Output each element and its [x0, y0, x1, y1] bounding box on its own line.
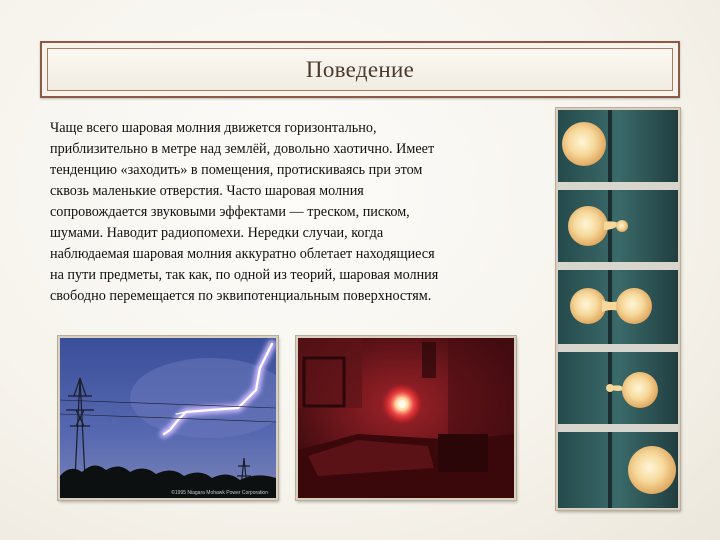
body-text	[50, 118, 540, 307]
body-line: на пути предметы, так как, по одной из теорий, шаровая молния	[50, 267, 439, 283]
body-line: шумами. Наводит радиопомехи. Нередки случаи, когда	[50, 225, 384, 241]
title-frame	[40, 41, 680, 98]
room-image	[298, 338, 514, 498]
title-inner-frame	[47, 48, 673, 91]
lightning-image	[60, 338, 276, 498]
sequence-image	[558, 110, 678, 508]
lightning-photo	[58, 336, 278, 500]
body-line: сопровождается звуковыми эффектами — треском, писком,	[50, 204, 410, 220]
body-line: сквозь маленькие отверстия. Часто шаровая молния	[50, 183, 364, 199]
body-line: приблизительно в метре над землёй, довольно хаотично. Имеет	[50, 141, 435, 157]
body-line: Чаще всего шаровая молния движется горизонтально,	[50, 120, 377, 136]
ball-sequence-photo	[556, 108, 680, 510]
photo-credit: ©1995 Niagara Mohawk Power Corporation	[171, 490, 268, 496]
body-line: тенденцию «заходить» в помещения, протискиваясь при этом	[50, 162, 423, 178]
slide-title: Поведение	[305, 56, 415, 82]
ball-lightning-room-photo	[296, 336, 516, 500]
body-line: наблюдаемая шаровая молния аккуратно облетает находящиеся	[50, 246, 435, 262]
body-line: свободно перемещается по эквипотенциальным поверхностям.	[50, 288, 432, 304]
